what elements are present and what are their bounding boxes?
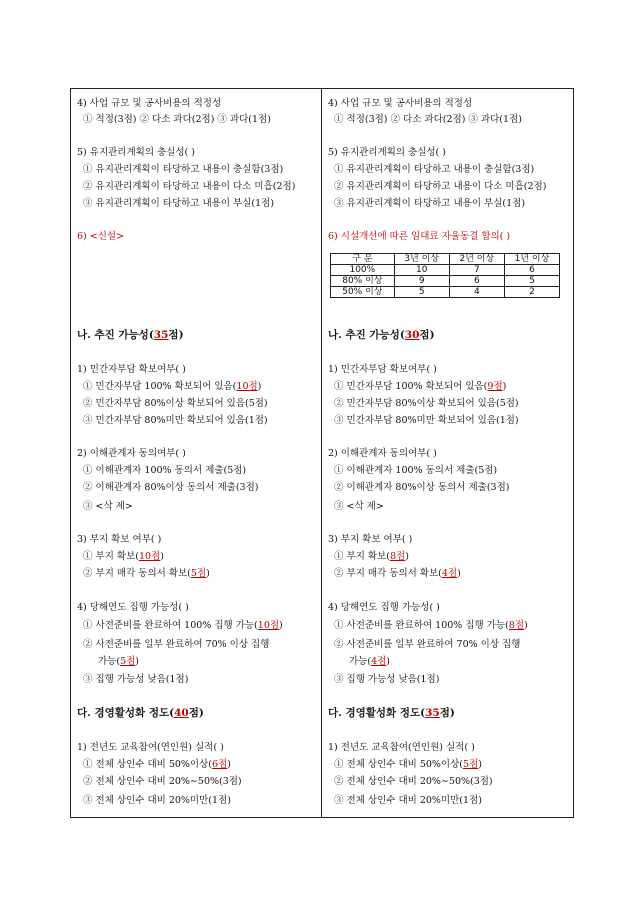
section-5-option-1: ① 유지관리계획이 타당하고 내용이 충실함(3점) (83, 164, 284, 175)
table-cell: 9 (394, 276, 449, 287)
table-header-row (331, 254, 560, 265)
comparison-table (70, 88, 574, 818)
left-column (71, 89, 322, 817)
p1-option-1: ① 민간자부담 100% 확보되어 있음(10점) (83, 381, 262, 392)
section-5-option-3: ③ 유지관리계획이 타당하고 내용이 부실(1점) (83, 198, 275, 209)
table-header-cell: 2년 이상 (449, 254, 504, 265)
p4-option-2: ② 사전준비를 일부 완료하여 70% 이상 집행 (83, 639, 270, 650)
p2-option-3: ③ <삭 제> (334, 501, 384, 512)
table-cell: 5 (394, 287, 449, 298)
p1-option-3: ③ 민간자부담 80%미만 확보되어 있음(1점) (83, 415, 268, 426)
d1-option-2: ② 전체 상인수 대비 20%∼50%(3점) (83, 776, 242, 787)
section-5-title: 5) 유지관리계획의 충실성( ) (328, 147, 446, 158)
p1-option-2: ② 민간자부담 80%이상 확보되어 있음(5점) (334, 398, 519, 409)
table-cell: 6 (504, 265, 559, 276)
p1-title: 1) 민간자부담 확보여부( ) (77, 364, 186, 375)
p4-option-2-cont: 가능(4점) (349, 656, 391, 667)
table-cell: 5 (504, 276, 559, 287)
p3-option-1: ① 부지 확보(10점) (83, 551, 164, 562)
heading-na: 나. 추진 가능성(35점) (77, 329, 184, 341)
table-header-cell: 1년 이상 (504, 254, 559, 265)
p2-title: 2) 이해관계자 동의여부( ) (328, 448, 437, 459)
section-5-option-3: ③ 유지관리계획이 타당하고 내용이 부실(1점) (334, 198, 526, 209)
section-5-option-2: ② 유지관리계획이 타당하고 내용이 다소 미흡(2점) (334, 181, 547, 192)
section-4-options: ① 적정(3점) ② 다소 과다(2점) ③ 과다(1점) (334, 114, 522, 125)
d1-option-3: ③ 전체 상인수 대비 20%미만(1점) (334, 795, 482, 806)
p1-title: 1) 민간자부담 확보여부( ) (328, 364, 437, 375)
heading-da: 다. 경영활성화 정도(35점) (328, 707, 455, 719)
d1-title: 1) 전년도 교육참여(연인원) 실적( ) (77, 742, 224, 753)
p1-option-1: ① 민간자부담 100% 확보되어 있음(9점) (334, 381, 507, 392)
p1-option-2: ② 민간자부담 80%이상 확보되어 있음(5점) (83, 398, 268, 409)
heading-na-score: 35 (153, 329, 169, 341)
heading-na: 나. 추진 가능성(30점) (328, 329, 435, 341)
p2-option-1: ① 이해관계자 100% 동의서 제출(5점) (83, 465, 247, 476)
d1-title: 1) 전년도 교육참여(연인원) 실적( ) (328, 742, 475, 753)
section-5-option-2: ② 유지관리계획이 타당하고 내용이 다소 미흡(2점) (83, 181, 296, 192)
table-row (331, 276, 560, 287)
table-cell: 2 (504, 287, 559, 298)
section-5-title: 5) 유지관리계획의 충실성( ) (77, 147, 195, 158)
p2-option-2: ② 이해관계자 80%이상 동의서 제출(3점) (334, 482, 510, 493)
table-row (331, 265, 560, 276)
p3-option-2: ② 부지 매각 동의서 확보(5점) (83, 568, 210, 579)
section-6-title: 6) 시설개선에 따른 임대료 자율동결 합의( ) (328, 231, 511, 242)
d1-option-1: ① 전체 상인수 대비 50%이상(5점) (334, 759, 482, 770)
heading-da: 다. 경영활성화 정도(40점) (77, 707, 204, 719)
p4-option-3: ③ 집행 가능성 낮음(1점) (334, 674, 440, 685)
heading-na-score: 30 (404, 329, 420, 341)
section-4-options: ① 적정(3점) ② 다소 과다(2점) ③ 과다(1점) (83, 114, 271, 125)
rent-freeze-score-table (330, 253, 560, 298)
p3-title: 3) 부지 확보 여부( ) (77, 534, 162, 545)
d1-option-3: ③ 전체 상인수 대비 20%미만(1점) (83, 795, 231, 806)
p1-option-3: ③ 민간자부담 80%미만 확보되어 있음(1점) (334, 415, 519, 426)
section-6-title: 6) <신설> (77, 231, 125, 242)
table-cell: 10 (394, 265, 449, 276)
table-cell: 100% (331, 265, 395, 276)
table-header-cell: 구 분 (331, 254, 395, 265)
p4-option-2: ② 사전준비를 일부 완료하여 70% 이상 집행 (334, 639, 521, 650)
table-cell: 50% 이상 (331, 287, 395, 298)
p3-title: 3) 부지 확보 여부( ) (328, 534, 413, 545)
table-cell: 6 (449, 276, 504, 287)
table-header-cell: 3년 이상 (394, 254, 449, 265)
p2-option-2: ② 이해관계자 80%이상 동의서 제출(3점) (83, 482, 259, 493)
section-4-title: 4) 사업 규모 및 공사비용의 적정성 (77, 98, 222, 109)
table-cell: 80% 이상 (331, 276, 395, 287)
d1-option-2: ② 전체 상인수 대비 20%∼50%(3점) (334, 776, 493, 787)
heading-da-score: 35 (425, 707, 440, 719)
table-cell: 4 (449, 287, 504, 298)
p4-title: 4) 당해연도 집행 가능성( ) (77, 602, 189, 613)
section-4-title: 4) 사업 규모 및 공사비용의 적정성 (328, 98, 473, 109)
p2-option-3: ③ <삭 제> (83, 501, 133, 512)
table-cell: 7 (449, 265, 504, 276)
p4-option-1: ① 사전준비를 완료하여 100% 집행 가능(10점) (83, 620, 283, 631)
p2-title: 2) 이해관계자 동의여부( ) (77, 448, 186, 459)
p3-option-2: ② 부지 매각 동의서 확보(4점) (334, 568, 461, 579)
p4-option-3: ③ 집행 가능성 낮음(1점) (83, 674, 189, 685)
right-column (322, 89, 573, 817)
p4-option-1: ① 사전준비를 완료하여 100% 집행 가능(8점) (334, 620, 528, 631)
heading-da-score: 40 (174, 707, 189, 719)
p2-option-1: ① 이해관계자 100% 동의서 제출(5점) (334, 465, 498, 476)
section-5-option-1: ① 유지관리계획이 타당하고 내용이 충실함(3점) (334, 164, 535, 175)
d1-option-1: ① 전체 상인수 대비 50%이상(6점) (83, 759, 231, 770)
p4-option-2-cont: 가능(5점) (98, 656, 140, 667)
table-row (331, 287, 560, 298)
p4-title: 4) 당해연도 집행 가능성( ) (328, 602, 440, 613)
p3-option-1: ① 부지 확보(8점) (334, 551, 409, 562)
